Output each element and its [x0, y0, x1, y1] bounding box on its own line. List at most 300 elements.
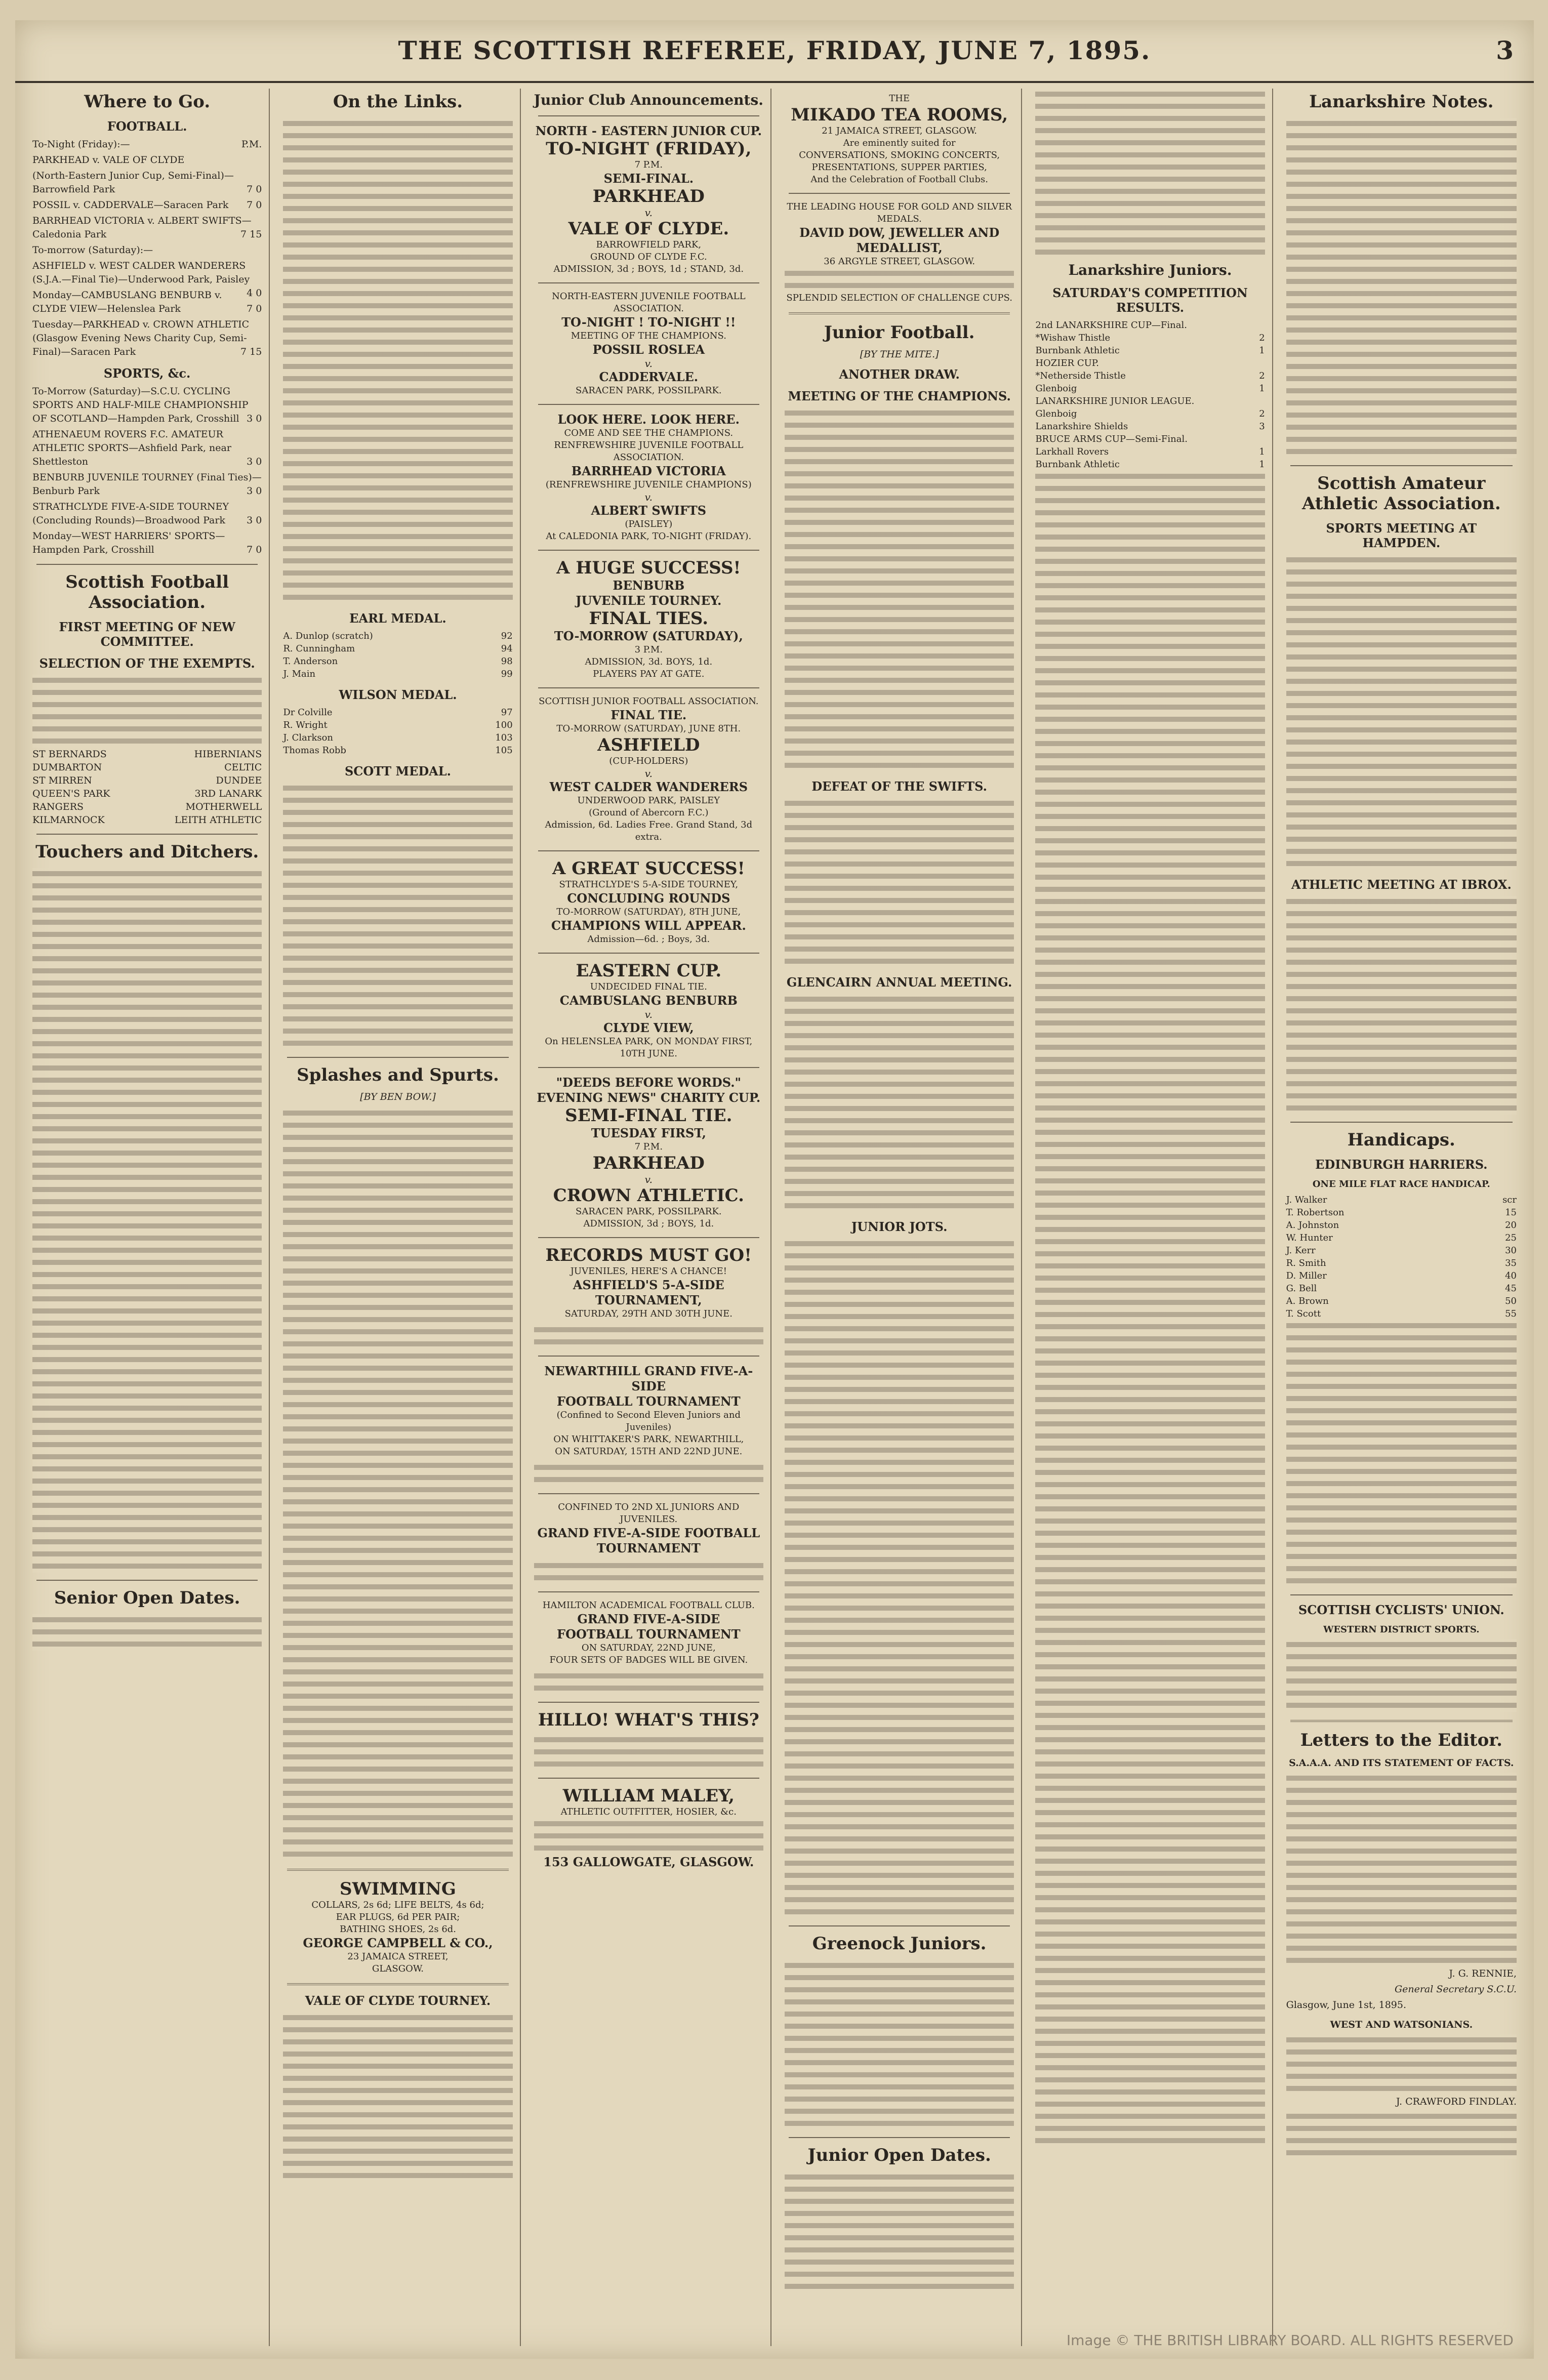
text-line: [1286, 349, 1517, 361]
article-body: [283, 2012, 512, 2182]
text-line: [1286, 969, 1517, 981]
text-line: [283, 1776, 512, 1788]
text-line: [785, 1018, 1014, 1030]
text-line: [1286, 1066, 1517, 1078]
text-line: [32, 1638, 262, 1651]
text-line: [785, 1760, 1014, 1773]
text-line: [1035, 531, 1265, 544]
text-line: [785, 1188, 1014, 1200]
text-line: [32, 1075, 262, 1087]
text-line: [283, 215, 512, 227]
text-line: [283, 1205, 512, 1217]
text-line: [1035, 1127, 1265, 1139]
text-line: [785, 956, 1014, 968]
sfa-heading: Scottish Football Association.: [65, 572, 229, 612]
text-line: [1286, 2071, 1517, 2083]
text-line: [1286, 724, 1517, 736]
text-line: [283, 1812, 512, 1824]
text-line: [1035, 1455, 1265, 1467]
text-line: [1035, 1382, 1265, 1394]
text-line: [1286, 1563, 1517, 1575]
text-line: [785, 1469, 1014, 1481]
text-line: [785, 1960, 1014, 1972]
text-line: [785, 871, 1014, 883]
divider: [789, 2137, 1010, 2138]
text-line: [32, 1257, 262, 1269]
text-line: [1286, 1882, 1517, 1894]
text-line: [534, 1734, 763, 1746]
text-line: [32, 1293, 262, 1305]
text-line: [1286, 142, 1517, 154]
text-line: [785, 834, 1014, 846]
text-line: [1035, 1102, 1265, 1115]
advert-north-eastern-cup: NORTH - EASTERN JUNIOR CUP. TO-NIGHT (FRIDAY), 7 P.M. SEMI-FINAL. PARKHEAD v. VALE OF CLYDE. BARROWFIELD PARK, GROUND OF CLYDE F.C. ADMISSION, 3d ; BOYS, 1d ; STAND, 3d.: [535, 124, 762, 274]
divider: [36, 564, 258, 565]
text-line: [785, 1858, 1014, 1870]
text-line: [785, 2208, 1014, 2220]
fixture-day: To-Night (Friday):— P.M.: [32, 139, 262, 150]
text-line: [785, 822, 1014, 834]
text-line: [1035, 969, 1265, 981]
advert-mikado-tea-rooms: THE MIKADO TEA ROOMS, 21 JAMAICA STREET, GLASGOW. Are eminently suited for CONVERSATIONS, SMOKING CONCERTS, PRESENTATIONS, SUPPER PARTIES, And the Celebration of Football Clubs.: [791, 93, 1008, 185]
text-line: [283, 2048, 512, 2061]
text-line: [1035, 519, 1265, 531]
text-line: [1035, 1017, 1265, 1030]
text-line: [283, 1545, 512, 1557]
text-line: [1035, 665, 1265, 677]
text-line: [785, 1250, 1014, 1262]
text-line: [1286, 896, 1517, 908]
text-line: [1286, 736, 1517, 749]
article-body: [283, 118, 512, 604]
divider: [538, 1067, 759, 1068]
where-to-go-heading: Where to Go.: [84, 92, 211, 112]
swimming-advert: SWIMMING COLLARS, 2s 6d; LIFE BELTS, 4s 6d; EAR PLUGS, 6d PER PAIR; BATHING SHOES, 2s 6d. GEORGE CAMPBELL & CO., 23 JAMAICA STREET, GLASGOW.: [303, 1879, 493, 1974]
letters-subheading: S.A.A.A. AND ITS STATEMENT OF FACTS.: [1289, 1757, 1514, 1769]
text-line: [785, 895, 1014, 907]
text-line: [1035, 799, 1265, 811]
text-line: [1035, 1200, 1265, 1212]
text-line: [283, 1849, 512, 1861]
article-body: [785, 1238, 1014, 1918]
text-line: [283, 1836, 512, 1849]
text-line: [785, 699, 1014, 711]
text-line: [1035, 1613, 1265, 1625]
junior-subheading: GLENCAIRN ANNUAL MEETING.: [786, 975, 1012, 990]
text-line: [785, 1797, 1014, 1809]
text-line: [785, 565, 1014, 578]
text-line: [1035, 1297, 1265, 1309]
text-line: [1286, 1054, 1517, 1066]
text-line: [283, 2073, 512, 2085]
text-line: [785, 1360, 1014, 1372]
text-line: [1286, 397, 1517, 409]
text-line: [283, 892, 512, 904]
text-line: [283, 300, 512, 312]
text-line: [1035, 1491, 1265, 1503]
text-line: [283, 1107, 512, 1120]
text-line: [534, 1758, 763, 1771]
text-line: [283, 1533, 512, 1545]
text-line: [283, 2036, 512, 2048]
text-line: [32, 735, 262, 748]
text-line: [785, 1845, 1014, 1858]
text-line: [785, 810, 1014, 822]
text-line: [283, 1001, 512, 1013]
text-line: [1035, 1868, 1265, 1880]
text-line: [32, 1342, 262, 1354]
text-line: [1286, 422, 1517, 434]
text-line: [1035, 945, 1265, 957]
text-line: [1286, 409, 1517, 422]
greenock-juniors-heading: Greenock Juniors.: [812, 1934, 987, 1954]
text-line: [1035, 1260, 1265, 1273]
divider: [538, 282, 759, 283]
byline: [BY BEN BOW.]: [360, 1091, 436, 1102]
text-line: [1286, 773, 1517, 785]
text-line: [785, 1006, 1014, 1018]
text-line: [32, 905, 262, 917]
text-line: [32, 1062, 262, 1075]
text-line: [785, 2171, 1014, 2184]
text-line: [1286, 446, 1517, 458]
text-line: [32, 917, 262, 929]
text-line: [785, 1615, 1014, 1627]
text-line: [283, 1824, 512, 1836]
text-line: [1286, 615, 1517, 627]
text-line: [1035, 714, 1265, 726]
text-line: [785, 529, 1014, 541]
text-line: [283, 1302, 512, 1314]
text-line: [283, 1606, 512, 1618]
text-line: [1286, 566, 1517, 579]
text-line: [1035, 471, 1265, 483]
text-line: [1035, 149, 1265, 161]
advert-sjfa-final: SCOTTISH JUNIOR FOOTBALL ASSOCIATION. FINAL TIE. TO-MORROW (SATURDAY), JUNE 8TH. ASHFIELD (CUP-HOLDERS) v. WEST CALDER WANDERERS UNDERWOOD PARK, PAISLEY (Ground of Abercorn F.C.) Admission, 6d. Ladies Free. Grand Stand, 3d extra.: [539, 696, 759, 842]
text-line: [1035, 1175, 1265, 1187]
text-line: [283, 580, 512, 592]
text-line: [785, 553, 1014, 565]
text-line: [1035, 1090, 1265, 1102]
lanarkshire-juniors-heading: Lanarkshire Juniors.: [1068, 262, 1232, 278]
text-line: [1035, 629, 1265, 641]
text-line: [1286, 191, 1517, 203]
text-line: [785, 1066, 1014, 1079]
text-line: [785, 1517, 1014, 1530]
text-line: [785, 614, 1014, 626]
text-line: [1035, 1673, 1265, 1686]
text-line: [1286, 312, 1517, 324]
text-line: [32, 953, 262, 965]
divider: [1290, 465, 1513, 466]
text-line: [1035, 1151, 1265, 1163]
sports-item: BENBURB JUVENILE TOURNEY (Final Ties)—Benburb Park 3 0: [32, 472, 262, 497]
text-line: [32, 1378, 262, 1390]
text-line: [283, 855, 512, 868]
text-line: [1035, 1479, 1265, 1491]
text-line: [785, 1688, 1014, 1700]
text-line: [1286, 1332, 1517, 1344]
junior-subheading: DEFEAT OF THE SWIFTS.: [811, 779, 987, 794]
text-line: [32, 1135, 262, 1147]
text-line: [32, 1038, 262, 1050]
text-line: [283, 1038, 512, 1050]
text-line: [283, 1788, 512, 1800]
text-line: [785, 1396, 1014, 1408]
article-body: [1035, 471, 1265, 2147]
text-line: [283, 1557, 512, 1569]
text-line: [32, 1415, 262, 1427]
text-line: [1286, 1845, 1517, 1858]
text-line: [785, 493, 1014, 505]
score-row: J. Clarkson 103: [283, 732, 513, 743]
results-subheading: SATURDAY'S COMPETITION RESULTS.: [1052, 285, 1248, 315]
text-line: [1286, 797, 1517, 809]
text-line: [1286, 300, 1517, 312]
handicap-row: T. Scott 55: [1286, 1308, 1517, 1319]
text-line: [283, 385, 512, 397]
text-line: [32, 1220, 262, 1233]
column-2: [276, 89, 520, 2346]
saa-heading: Scottish Amateur Athletic Association.: [1301, 473, 1501, 514]
text-line: [1035, 210, 1265, 222]
text-line: [1286, 1466, 1517, 1478]
text-line: [1286, 993, 1517, 1005]
article-body: [1286, 1639, 1517, 1712]
text-line: [1035, 2111, 1265, 2123]
text-line: [785, 2244, 1014, 2256]
text-line: [1035, 1637, 1265, 1649]
text-line: [283, 1460, 512, 1472]
text-line: [32, 1111, 262, 1123]
text-line: [785, 687, 1014, 699]
text-line: [785, 1103, 1014, 1115]
score-row: R. Cunningham 94: [283, 643, 513, 654]
article-body: [785, 994, 1014, 1212]
text-line: [32, 1427, 262, 1439]
text-line: [283, 118, 512, 130]
text-line: [1035, 1078, 1265, 1090]
text-line: [32, 1390, 262, 1403]
text-line: [1035, 604, 1265, 617]
text-line: [283, 1642, 512, 1654]
text-line: [785, 1091, 1014, 1103]
text-line: [32, 965, 262, 977]
text-line: [1035, 1042, 1265, 1054]
text-line: [785, 650, 1014, 663]
text-line: [1035, 2074, 1265, 2086]
fixture-day: To-morrow (Saturday):—: [32, 244, 153, 256]
text-line: [785, 1432, 1014, 1445]
text-line: [1286, 1478, 1517, 1490]
text-line: [283, 154, 512, 167]
handicap-row: J. Walker scr: [1286, 1195, 1517, 1205]
text-line: [1286, 324, 1517, 337]
text-line: [785, 1152, 1014, 1164]
text-line: [785, 1287, 1014, 1299]
text-line: [1035, 811, 1265, 823]
club-row: QUEEN'S PARK 3RD LANARK: [32, 788, 262, 799]
text-line: [283, 373, 512, 385]
score-row: Dr Colville 97: [283, 707, 513, 718]
text-line: [283, 868, 512, 880]
text-line: [1286, 846, 1517, 858]
text-line: [785, 1372, 1014, 1384]
text-line: [1286, 627, 1517, 639]
scu-heading: SCOTTISH CYCLISTS' UNION.: [1298, 1603, 1504, 1617]
text-line: [1286, 1833, 1517, 1845]
text-line: [1286, 932, 1517, 945]
text-line: [1286, 1809, 1517, 1821]
signoff: J. CRAWFORD FINDLAY.: [1396, 2096, 1517, 2107]
text-line: [785, 723, 1014, 735]
text-line: [785, 1996, 1014, 2008]
text-line: [785, 1821, 1014, 1833]
text-line: [1286, 761, 1517, 773]
text-line: [1286, 1017, 1517, 1030]
text-line: [1035, 2050, 1265, 2062]
text-line: [32, 880, 262, 892]
text-line: [1286, 2135, 1517, 2147]
text-line: [785, 638, 1014, 650]
text-line: [1035, 568, 1265, 580]
text-line: [785, 432, 1014, 444]
text-line: [1035, 556, 1265, 568]
text-line: [1286, 167, 1517, 179]
text-line: [1286, 2046, 1517, 2059]
article-body: [785, 407, 1014, 772]
text-line: [785, 602, 1014, 614]
text-line: [785, 1079, 1014, 1091]
text-line: [283, 495, 512, 507]
byline: [BY THE MITE.]: [860, 349, 939, 360]
text-line: [785, 1785, 1014, 1797]
fixture-item: (North-Eastern Junior Cup, Semi-Final)—Barrowfield Park 7 0: [32, 170, 262, 195]
text-line: [534, 1336, 763, 1348]
text-line: [1035, 908, 1265, 920]
sports-item: STRATHCLYDE FIVE-A-SIDE TOURNEY (Concluding Rounds)—Broadwood Park 3 0: [32, 501, 262, 526]
text-line: [283, 977, 512, 989]
text-line: [283, 1581, 512, 1593]
text-line: [1035, 2062, 1265, 2074]
divider: [538, 1356, 759, 1357]
text-line: [1035, 2099, 1265, 2111]
text-line: [785, 420, 1014, 432]
text-line: [283, 2121, 512, 2133]
text-line: [785, 1164, 1014, 1176]
text-line: [283, 203, 512, 215]
club-row: ST BERNARDS HIBERNIANS: [32, 749, 262, 760]
text-line: [1035, 2014, 1265, 2026]
text-line: [283, 1132, 512, 1144]
fixture-item: POSSIL v. CADDERVALE—Saracen Park 7 0: [32, 199, 262, 211]
text-line: [785, 858, 1014, 871]
text-line: [785, 2118, 1014, 2130]
text-line: [283, 831, 512, 843]
text-line: [283, 1399, 512, 1411]
text-line: [1035, 1333, 1265, 1345]
text-line: [785, 1675, 1014, 1688]
medal-heading: WILSON MEDAL.: [339, 687, 457, 702]
text-line: [1286, 2123, 1517, 2135]
columns: [25, 89, 1524, 2346]
text-line: [1286, 1078, 1517, 1090]
text-line: [283, 1521, 512, 1533]
divider: [1290, 1122, 1513, 1123]
text-line: [1286, 1906, 1517, 1918]
text-line: [32, 1626, 262, 1638]
text-line: [785, 1323, 1014, 1335]
text-line: [1035, 677, 1265, 689]
text-line: [32, 1184, 262, 1196]
article-body: [32, 868, 262, 1573]
saa-subheading: SPORTS MEETING AT HAMPDEN.: [1326, 521, 1477, 550]
advert-david-dow: THE LEADING HOUSE FOR GOLD AND SILVER MEDALS. DAVID DOW, JEWELLER AND MEDALLIST, 36 ARGYLE STREET, GLASGOW. SPLENDID SELECTION OF CHALLENGE CUPS.: [785, 201, 1014, 304]
text-line: [1035, 1345, 1265, 1358]
text-line: [32, 1524, 262, 1536]
signoff: J. G. RENNIE,: [1449, 1968, 1517, 1979]
text-line: [283, 1156, 512, 1168]
sfa-subheading: FIRST MEETING OF NEW COMMITTEE.: [59, 620, 235, 649]
text-line: [1286, 1102, 1517, 1115]
text-line: [1286, 1894, 1517, 1906]
text-line: [283, 940, 512, 953]
text-line: [785, 1530, 1014, 1542]
text-line: [785, 1200, 1014, 1212]
text-line: [1035, 1843, 1265, 1856]
text-line: [283, 288, 512, 300]
text-line: [785, 1590, 1014, 1603]
text-line: [1035, 1515, 1265, 1528]
handicap-row: A. Johnston 20: [1286, 1220, 1517, 1230]
text-line: [785, 1554, 1014, 1566]
text-line: [534, 1830, 763, 1842]
text-line: [1286, 1785, 1517, 1797]
text-line: [283, 531, 512, 543]
text-line: [283, 2085, 512, 2097]
text-line: [283, 1423, 512, 1435]
fixture-item: PARKHEAD v. VALE OF CLYDE: [32, 154, 185, 166]
text-line: [1286, 1502, 1517, 1514]
text-line: [32, 1366, 262, 1378]
text-line: [1035, 702, 1265, 714]
article-body: [785, 1960, 1014, 2130]
text-line: [283, 953, 512, 965]
text-line: [785, 1882, 1014, 1894]
article-body: [1035, 89, 1265, 259]
text-line: [785, 931, 1014, 943]
article-body: [1286, 1773, 1517, 1967]
text-line: [785, 2232, 1014, 2244]
divider: [36, 1580, 258, 1581]
text-line: [785, 1894, 1014, 1906]
west-subheading: WEST AND WATSONIANS.: [1330, 2019, 1473, 2030]
text-line: [785, 1262, 1014, 1275]
text-line: [283, 312, 512, 324]
text-line: [785, 1542, 1014, 1554]
text-line: [283, 2012, 512, 2024]
handicap-row: D. Miller 40: [1286, 1270, 1517, 1281]
text-line: [32, 1281, 262, 1293]
text-line: [283, 807, 512, 819]
text-line: [283, 2061, 512, 2073]
text-line: [32, 1014, 262, 1026]
text-line: [283, 2158, 512, 2170]
text-line: [32, 723, 262, 735]
text-line: [283, 965, 512, 977]
divider: [36, 834, 258, 835]
text-line: [1035, 2026, 1265, 2038]
